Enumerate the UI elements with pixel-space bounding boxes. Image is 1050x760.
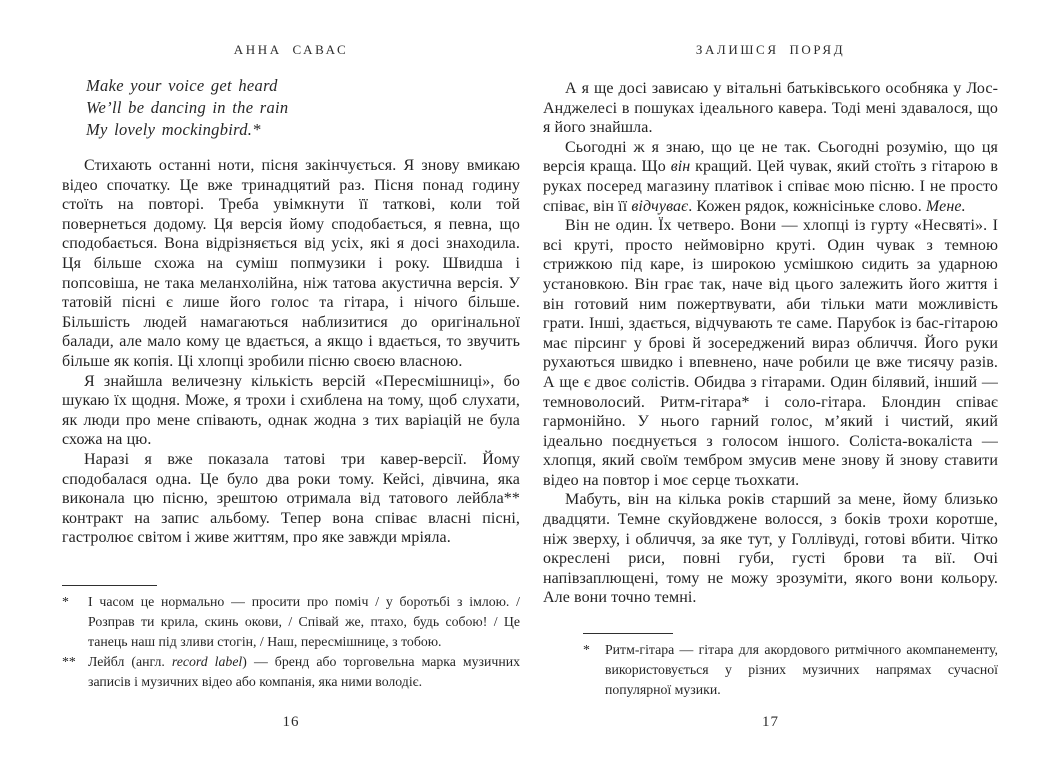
body-text-right xyxy=(543,79,998,608)
footnote xyxy=(62,652,520,692)
text-segment: І часом це нормально — просити про поміч / у боротьбі з імлою. / Розправ ти крила, скинь окови, / Співай же, птахо, будь собою! / Це танець наш під зливи стогін, / Наш, пересмішнице, з тобою. xyxy=(88,594,520,649)
footnote-list xyxy=(62,592,520,692)
footnote-marker: * xyxy=(583,642,590,657)
text-segment: Я знайшла величезну кількість версій «Пересмішниці», бо шукаю їх щодня. Може, я трохи і схиблена на тому, щоб слухати, як люди про мене співають, однак жодна з тих варіацій не була схожа на цю. xyxy=(62,372,520,449)
text-segment: Ритм-гітара — гітара для акордового ритмічного акомпанементу, використовується у різних музичних напрямах сучасної популярної музики. xyxy=(605,642,998,697)
page-number-left: 16 xyxy=(282,714,300,730)
text-segment: Мабуть, він на кілька років старший за мене, йому близько двадцяти. Темне скуйовджене волосся, з боків трохи коротше, ніж зверху, і обличчя, за яке тут, у Голлівуді, готові вбити. Чітко окреслені риси, повні губи, густі брови та вії. Очі напівзаплющені, тому не можу зрозуміти, якого вони кольору. Але вони точно темні. xyxy=(543,491,998,607)
paragraph xyxy=(62,450,520,548)
footnotes-right xyxy=(583,633,998,700)
footnote-rule xyxy=(583,633,673,634)
footnote-list xyxy=(583,640,998,700)
paragraph xyxy=(62,156,520,372)
footnote xyxy=(583,640,998,700)
footnote-marker: * xyxy=(62,594,69,609)
paragraph xyxy=(543,216,998,490)
epigraph-line: Make your voice get heard xyxy=(86,76,278,95)
text-segment: . Кожен рядок, кожнісіньке слово. xyxy=(688,197,926,215)
emphasized-text: відчуває xyxy=(631,197,689,215)
epigraph-line: We’ll be dancing in the rain xyxy=(86,98,289,117)
body-text-left xyxy=(62,156,520,548)
text-segment: Лейбл (англ. xyxy=(88,654,172,669)
song-epigraph xyxy=(86,75,520,141)
running-head-title: ЗАЛИШСЯ ПОРЯД xyxy=(695,42,846,57)
epigraph-line: My lovely mockingbird.* xyxy=(86,120,261,139)
emphasized-text: він xyxy=(670,158,691,176)
text-segment: Він не один. Їх четверо. Вони — хлопці із гурту «Несвяті». І всі круті, просто неймовірно круті. Один чувак з темною стрижкою під каре, із широкою усмішкою сидить за ударною установкою. Він грає так, наче від цього залежить його життя і він готовий ним пожертвувати, аби тільки мати можливість грати. Інші, здається, відчувають те саме. Парубок із бас-гітарою має пірсинг у брові й зосереджений вираз обличчя. Його руки рухаються швидко і впевнено, наче робили це вже тисячу разів. А ще є двоє солістів. Обидва з гітарами. Один білявий, інший — темноволосий. Ритм-гітара* і соло-гітара. Блондин співає гармонійно. У нього гарний голос, м’який і чистий, який ідеально поєднується з голосом іншого. Соліста-вокаліста — хлопця, який своїм тембром змусив мене знову й знову ставити відео на повтор і моє серце тьохкати. xyxy=(543,217,998,489)
page-number-right: 17 xyxy=(762,714,779,730)
text-segment: А я ще досі зависаю у вітальні батьківського особняка у Лос-Анджелесі в пошуках ідеального кавера. Тоді мені здавалося, що я його знайшла. xyxy=(543,80,998,137)
paragraph xyxy=(62,372,520,450)
paragraph xyxy=(543,490,998,608)
paragraph xyxy=(543,79,998,138)
emphasized-text: Мене. xyxy=(925,197,966,215)
emphasized-text: record label xyxy=(171,654,243,669)
page-left xyxy=(62,0,520,760)
text-segment: Сьогодні ж я знаю, що це не так. Сьогодні розумію, що ця версія краща. Що xyxy=(543,138,998,176)
paragraph xyxy=(543,138,998,216)
text-segment: кращий. Цей чувак, який стоїть з гітарою в руках посеред магазину платівок і співає мою пісню. І не просто співає, він її xyxy=(543,158,999,215)
text-segment: Стихають останні ноти, пісня закінчується. Я знову вмикаю відео спочатку. Це вже тринадцятий раз. Пісня понад годину стоїть на повторі. Треба увімкнути її таткові, коли той повернеться додому. Ця версія йому сподобається, я певна, що сподобається. Вона відрізняється від усіх, які я досі знаходила. Ця більше схожа на суміш попмузики і року. Швидша і попсовіша, не така меланхолійна, ніж татова акустична версія. У татовій пісні є лише його голос та гітара, і нічого більше. Більшість людей намагаються наблизитися до оригінальної балади, але мало кому це вдається, а якщо і вдається, то звучить більше як копія. Ці хлопці зробили пісню своєю власною. xyxy=(62,157,520,370)
footnote-rule xyxy=(62,585,157,586)
text-segment: Наразі я вже показала татові три кавер-версії. Йому сподобалася одна. Це було два роки тому. Кейсі, дівчина, яка виконала цю пісню, зрештою отримала від татового лейбла** контракт на запис альбому. Тепер вона співає власні пісні, гастролює світом і живе життям, про яке завжди мріяла. xyxy=(62,450,520,547)
page-right xyxy=(543,0,998,760)
running-head-author: АННА САВАС xyxy=(233,42,349,57)
footnote-marker: ** xyxy=(62,654,76,669)
footnotes-left xyxy=(62,585,520,692)
footnote xyxy=(62,592,520,652)
text-segment: ) — бренд або торговельна марка музичних записів і музичних відео або компанія, яка ними володіє. xyxy=(88,654,520,689)
